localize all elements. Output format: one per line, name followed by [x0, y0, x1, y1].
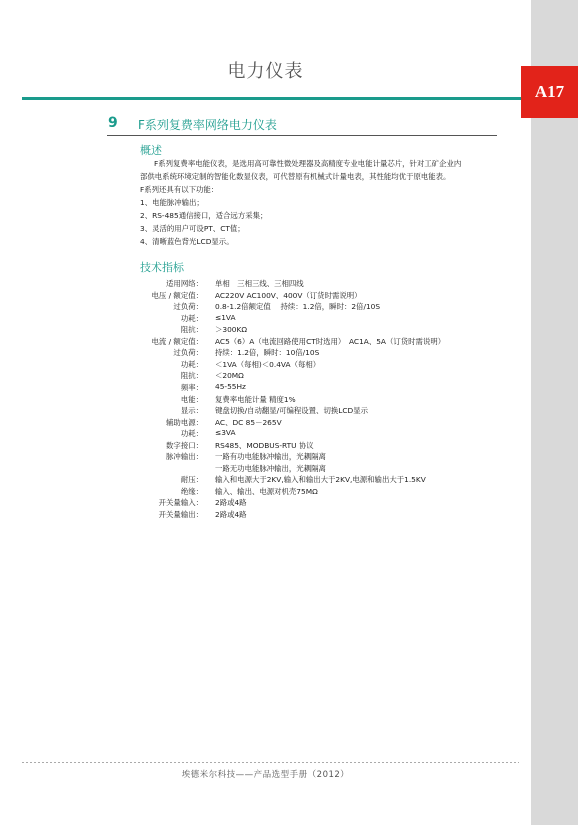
header-rule: [22, 97, 521, 100]
spec-label: 数字接口：: [166, 440, 203, 450]
spec-label: 阻抗：: [180, 325, 203, 335]
overview-line: F系列还具有以下功能：: [140, 185, 219, 194]
spec-row: [0, 486, 531, 498]
section-title: F系列复费率网络电力仪表: [138, 118, 277, 132]
spec-value: 输入和电源大于2KV,输入和输出大于2KV,电源和输出大于1.5KV: [215, 475, 426, 485]
spec-value: 复费率电能计量 精度1%: [215, 394, 296, 404]
spec-label: 开关量输出：: [158, 510, 203, 519]
spec-row: [0, 324, 531, 336]
spec-value: ＜20MΩ: [215, 371, 244, 381]
spec-value: AC5（6）A（电流回路使用CT时选用） AC1A、5A（订货时需说明）: [215, 336, 446, 346]
spec-row: [0, 290, 531, 302]
spec-label: 电能：: [180, 394, 203, 404]
spec-value: AC220V AC100V、400V（订货时需说明）: [215, 290, 362, 300]
spec-label: 适用网络：: [166, 279, 203, 288]
spec-row: [0, 428, 531, 440]
spec-label: 显示：: [180, 406, 203, 416]
spec-row: [0, 451, 531, 463]
spec-value: 一路有功电能脉冲输出，光耦隔离: [215, 452, 326, 462]
spec-value: 2路或4路: [215, 510, 247, 519]
overview-line: 3、灵活的用户可设PT、CT值；: [140, 224, 245, 233]
spec-label: 绝缘：: [180, 486, 203, 496]
spec-row: [0, 370, 531, 382]
overview-line: 2、RS-485通信接口，适合远方采集；: [140, 211, 268, 220]
spec-label: 开关量输入：: [158, 498, 203, 508]
footer-rule: [22, 762, 519, 763]
overview-line: 4、清晰蓝色背光LCD显示。: [140, 237, 234, 246]
spec-value: RS485、MODBUS-RTU 协议: [215, 440, 314, 450]
spec-row: [0, 313, 531, 325]
overview-text: [140, 157, 510, 248]
spec-label: 耐压：: [180, 475, 203, 485]
spec-label: 过负荷：: [173, 348, 203, 358]
spec-row: [0, 417, 531, 429]
spec-label: 脉冲输出：: [166, 452, 203, 462]
spec-value: 输入、输出、电源对机壳75MΩ: [215, 486, 318, 496]
spec-value: 持续：1.2倍，瞬时：10倍/10S: [215, 348, 320, 358]
spec-row: [0, 301, 531, 313]
spec-row: [0, 405, 531, 417]
page-title: 电力仪表: [227, 61, 304, 82]
spec-value: 键盘切换/自动翻显/可编程设置、切换LCD显示: [215, 406, 368, 416]
spec-row: [0, 347, 531, 359]
spec-row: [0, 497, 531, 509]
spec-label: 辅助电源：: [166, 417, 203, 427]
spec-row: [0, 382, 531, 394]
spec-label: 电压 / 额定值：: [151, 290, 203, 300]
spec-label: 电流 / 额定值：: [151, 336, 203, 346]
spec-value: 45-55Hz: [215, 381, 246, 391]
spec-value: ＞300KΩ: [215, 325, 247, 335]
overview-line: 1、电能脉冲输出；: [140, 198, 204, 207]
spec-label: 阻抗：: [180, 371, 203, 381]
spec-label: 功耗：: [180, 359, 203, 369]
overview-line: 部供电系统环境定制的智能化数显仪表，可代替原有机械式计量电表，其性能均优于原电能表。: [140, 172, 451, 181]
spec-value: 单相 三相三线、三相四线: [215, 279, 304, 288]
spec-row: [0, 394, 531, 406]
spec-value: 0.8-1.2倍额定值 持续：1.2倍，瞬时：2倍/10S: [215, 302, 381, 312]
spec-value: 2路或4路: [215, 498, 247, 508]
section-rule: [107, 135, 497, 136]
spec-row: [0, 463, 531, 475]
spec-row: [0, 336, 531, 348]
spec-label: 过负荷：: [173, 302, 203, 312]
spec-value: 一路无功电能脉冲输出，光耦隔离: [215, 463, 326, 473]
section-number: 9: [108, 115, 118, 131]
overview-line: F系列复费率电能仪表，是选用高可靠性微处理器及高精度专业电能计量芯片，针对工矿企业内: [154, 159, 462, 168]
spec-value: ＜1VA（每相)＜0.4VA（每相）: [215, 359, 321, 369]
specs-heading: 技术指标: [140, 261, 184, 274]
spec-row: [0, 440, 531, 452]
right-sidebar: [531, 0, 578, 825]
spec-row: [0, 278, 531, 290]
spec-label: 功耗：: [180, 313, 203, 323]
spec-value: AC、DC 85－265V: [215, 417, 282, 427]
spec-row: [0, 359, 531, 371]
footer-text: 埃德米尔科技——产品选型手册（2012）: [181, 770, 350, 780]
spec-label: 频率：: [180, 382, 203, 392]
page-badge: A17: [521, 66, 578, 118]
overview-heading: 概述: [140, 144, 162, 157]
spec-row: [0, 509, 531, 521]
spec-value: ≤3VA: [215, 428, 236, 438]
spec-value: ≤1VA: [215, 312, 236, 322]
spec-row: [0, 474, 531, 486]
spec-label: 功耗：: [180, 429, 203, 439]
